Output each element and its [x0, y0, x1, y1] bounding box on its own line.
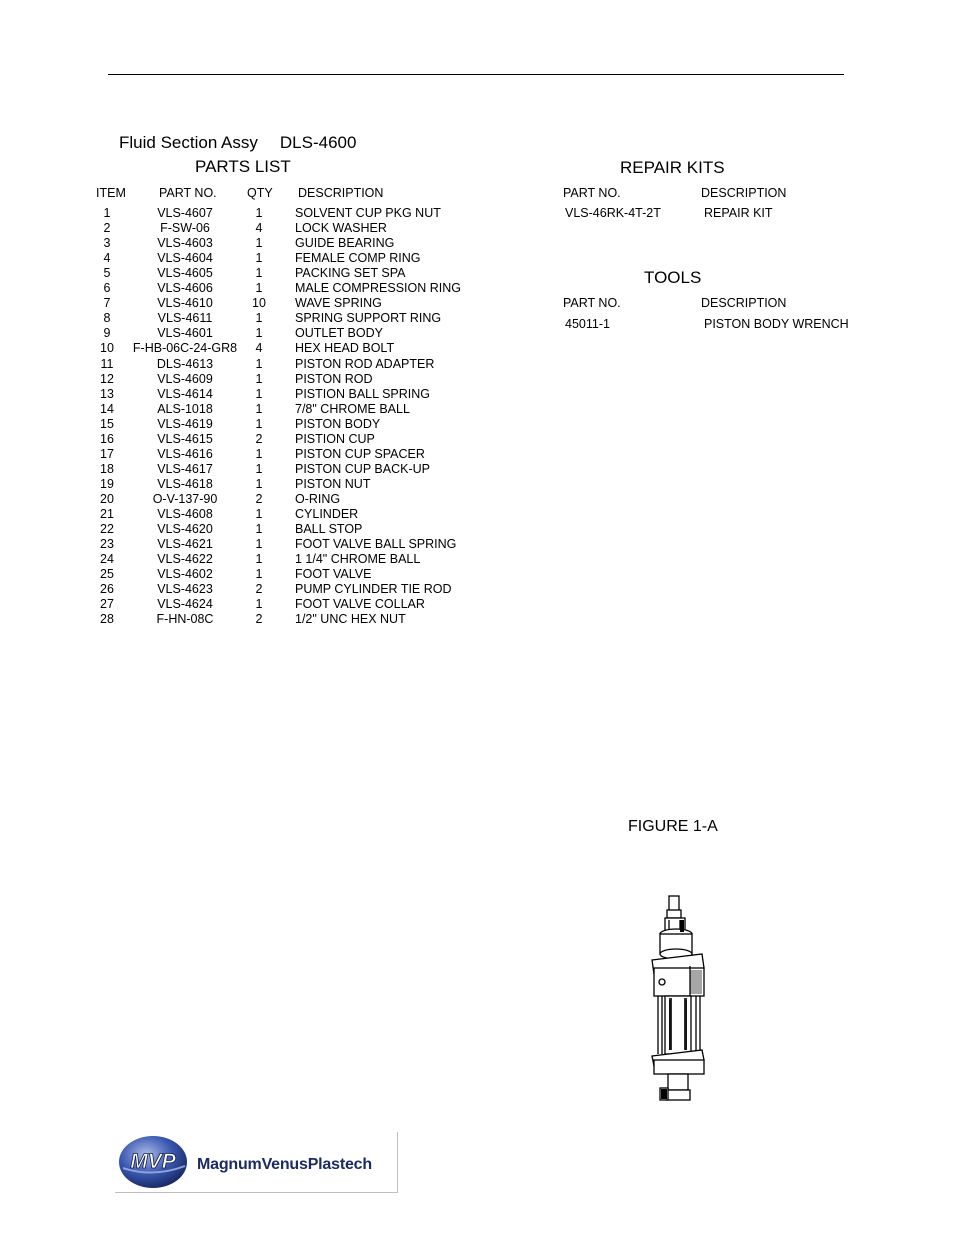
- col-header-part-no: PART NO.: [159, 186, 217, 200]
- part-quantity: 1: [255, 371, 263, 386]
- part-item-number: 21: [100, 507, 114, 521]
- part-description: 1/2" UNC HEX NUT: [295, 612, 406, 627]
- part-item-number: 1: [103, 206, 111, 220]
- part-quantity: 1: [255, 386, 263, 401]
- part-quantity: 1: [255, 251, 263, 266]
- part-quantity: 1: [255, 522, 263, 537]
- col-header-description: DESCRIPTION: [298, 186, 384, 200]
- part-item-number: 28: [100, 612, 114, 627]
- part-description: PISTON CUP BACK-UP: [295, 461, 430, 476]
- part-number: F-SW-06: [160, 221, 210, 236]
- mvp-globe-icon: [115, 1132, 195, 1192]
- col-header-qty: QTY: [247, 186, 273, 200]
- part-number: F-HN-08C: [156, 612, 214, 627]
- part-item-number: 6: [103, 281, 111, 296]
- part-item-number: 7: [103, 296, 111, 311]
- logo-company-name: MagnumVenusPlastech: [197, 1156, 372, 1173]
- part-item-number: 24: [100, 552, 114, 567]
- part-number: VLS-4614: [157, 386, 213, 401]
- part-description: SPRING SUPPORT RING: [295, 311, 442, 326]
- part-description: PISTION CUP: [295, 431, 375, 446]
- part-number: VLS-4616: [157, 446, 213, 461]
- part-number: VLS-4605: [157, 266, 213, 281]
- repair-kits-title: REPAIR KITS: [620, 158, 725, 177]
- part-description: HEX HEAD BOLT: [295, 341, 395, 356]
- part-quantity: 1: [255, 446, 263, 461]
- part-item-number: 14: [100, 401, 114, 416]
- part-item-number: 27: [100, 597, 114, 612]
- part-number: VLS-4601: [157, 326, 213, 341]
- part-description: PACKING SET SPA: [295, 266, 406, 281]
- part-quantity: 10: [252, 296, 266, 311]
- part-number: VLS-4615: [157, 431, 213, 446]
- part-quantity: 1: [255, 281, 263, 296]
- part-description: PISTON NUT: [295, 476, 371, 491]
- part-description: GUIDE BEARING: [295, 236, 395, 251]
- header-rule: [108, 74, 844, 75]
- part-quantity: 1: [255, 356, 263, 371]
- part-number: VLS-4607: [157, 206, 213, 220]
- part-item-number: 9: [103, 326, 111, 341]
- part-number: VLS-4624: [157, 597, 213, 612]
- part-number: VLS-4610: [157, 296, 213, 311]
- part-item-number: 11: [100, 356, 114, 371]
- col-header-item: ITEM: [96, 186, 126, 200]
- part-number: VLS-4602: [157, 567, 213, 582]
- part-quantity: 2: [255, 491, 263, 506]
- part-description: CYLINDER: [295, 507, 359, 521]
- part-number: VLS-4603: [157, 236, 213, 251]
- part-number: VLS-4621: [157, 537, 213, 552]
- part-number: VLS-4623: [157, 582, 213, 597]
- part-description: OUTLET BODY: [295, 326, 383, 341]
- part-item-number: 4: [103, 251, 111, 266]
- repair-kit-description: REPAIR KIT: [704, 206, 773, 220]
- part-number: VLS-4609: [157, 371, 213, 386]
- part-description: 7/8" CHROME BALL: [295, 401, 410, 416]
- part-quantity: 1: [255, 416, 263, 431]
- parts-list-title: PARTS LIST: [195, 157, 291, 176]
- part-item-number: 12: [100, 371, 114, 386]
- part-item-number: 10: [100, 341, 114, 356]
- part-quantity: 1: [255, 206, 263, 220]
- part-number: DLS-4613: [156, 356, 214, 371]
- repair-kits-col-part-no: PART NO.: [563, 186, 621, 200]
- part-number: O-V-137-90: [152, 491, 218, 506]
- part-description: PISTON CUP SPACER: [295, 446, 425, 461]
- part-description: FOOT VALVE: [295, 567, 372, 582]
- part-number: VLS-4617: [157, 461, 213, 476]
- part-item-number: 19: [100, 476, 114, 491]
- repair-kits-col-description: DESCRIPTION: [701, 186, 787, 200]
- part-item-number: 8: [103, 311, 111, 326]
- part-item-number: 15: [100, 416, 114, 431]
- part-item-number: 20: [100, 491, 114, 506]
- part-number: VLS-4604: [157, 251, 213, 266]
- part-quantity: 1: [255, 311, 263, 326]
- assembly-title: [119, 133, 356, 153]
- part-item-number: 18: [100, 461, 114, 476]
- part-description: O-RING: [295, 491, 341, 506]
- part-description: BALL STOP: [295, 522, 363, 537]
- part-number: VLS-4608: [157, 507, 213, 521]
- part-number: VLS-4606: [157, 281, 213, 296]
- part-quantity: 4: [255, 341, 263, 356]
- part-number: VLS-4622: [157, 552, 213, 567]
- part-description: PISTON ROD ADAPTER: [295, 356, 435, 371]
- tools-col-part-no: PART NO.: [563, 296, 621, 310]
- company-logo: [115, 1132, 398, 1193]
- part-number: VLS-4620: [157, 522, 213, 537]
- part-quantity: 1: [255, 507, 263, 521]
- part-item-number: 25: [100, 567, 114, 582]
- part-quantity: 2: [255, 582, 263, 597]
- figure-caption: FIGURE 1-A: [628, 818, 718, 835]
- part-description: FOOT VALVE BALL SPRING: [295, 537, 457, 552]
- part-number: ALS-1018: [157, 401, 213, 416]
- assembly-label: Fluid Section Assy: [119, 133, 258, 152]
- fluid-section-drawing: [632, 892, 722, 1110]
- part-number: VLS-4619: [157, 416, 213, 431]
- part-quantity: 2: [255, 612, 263, 627]
- part-item-number: 2: [103, 221, 111, 236]
- part-quantity: 1: [255, 597, 263, 612]
- part-quantity: 4: [255, 221, 263, 236]
- part-item-number: 26: [100, 582, 114, 597]
- part-description: PUMP CYLINDER TIE ROD: [295, 582, 452, 597]
- part-quantity: 1: [255, 476, 263, 491]
- tools-title: TOOLS: [644, 268, 702, 287]
- part-quantity: 1: [255, 567, 263, 582]
- part-description: FOOT VALVE COLLAR: [295, 597, 425, 612]
- part-description: LOCK WASHER: [295, 221, 387, 236]
- part-number: VLS-4611: [157, 311, 213, 326]
- part-description: 1 1/4" CHROME BALL: [295, 552, 421, 567]
- repair-kit-part-no: VLS-46RK-4T-2T: [565, 206, 661, 220]
- part-description: FEMALE COMP RING: [295, 251, 421, 266]
- part-number: VLS-4618: [157, 476, 213, 491]
- part-description: PISTION BALL SPRING: [295, 386, 430, 401]
- part-quantity: 1: [255, 236, 263, 251]
- part-item-number: 16: [100, 431, 114, 446]
- part-description: PISTON ROD: [295, 371, 373, 386]
- assembly-number: DLS-4600: [279, 133, 357, 152]
- tool-description: PISTON BODY WRENCH: [704, 317, 849, 331]
- part-quantity: 1: [255, 552, 263, 567]
- part-description: PISTON BODY: [295, 416, 381, 431]
- part-item-number: 17: [100, 446, 114, 461]
- part-quantity: 2: [255, 431, 263, 446]
- part-item-number: 3: [103, 236, 111, 251]
- tools-col-description: DESCRIPTION: [701, 296, 787, 310]
- logo-badge: MVP: [130, 1150, 176, 1173]
- part-quantity: 1: [255, 537, 263, 552]
- tool-part-no: 45011-1: [565, 317, 610, 331]
- part-quantity: 1: [255, 461, 263, 476]
- part-quantity: 1: [255, 266, 263, 281]
- part-description: WAVE SPRING: [295, 296, 382, 311]
- part-item-number: 22: [100, 522, 114, 537]
- part-item-number: 23: [100, 537, 114, 552]
- part-description: MALE COMPRESSION RING: [295, 281, 461, 296]
- part-quantity: 1: [255, 401, 263, 416]
- part-number: F-HB-06C-24-GR8: [132, 341, 238, 356]
- part-item-number: 5: [103, 266, 111, 281]
- part-description: SOLVENT CUP PKG NUT: [295, 206, 441, 220]
- part-item-number: 13: [100, 386, 114, 401]
- part-quantity: 1: [255, 326, 263, 341]
